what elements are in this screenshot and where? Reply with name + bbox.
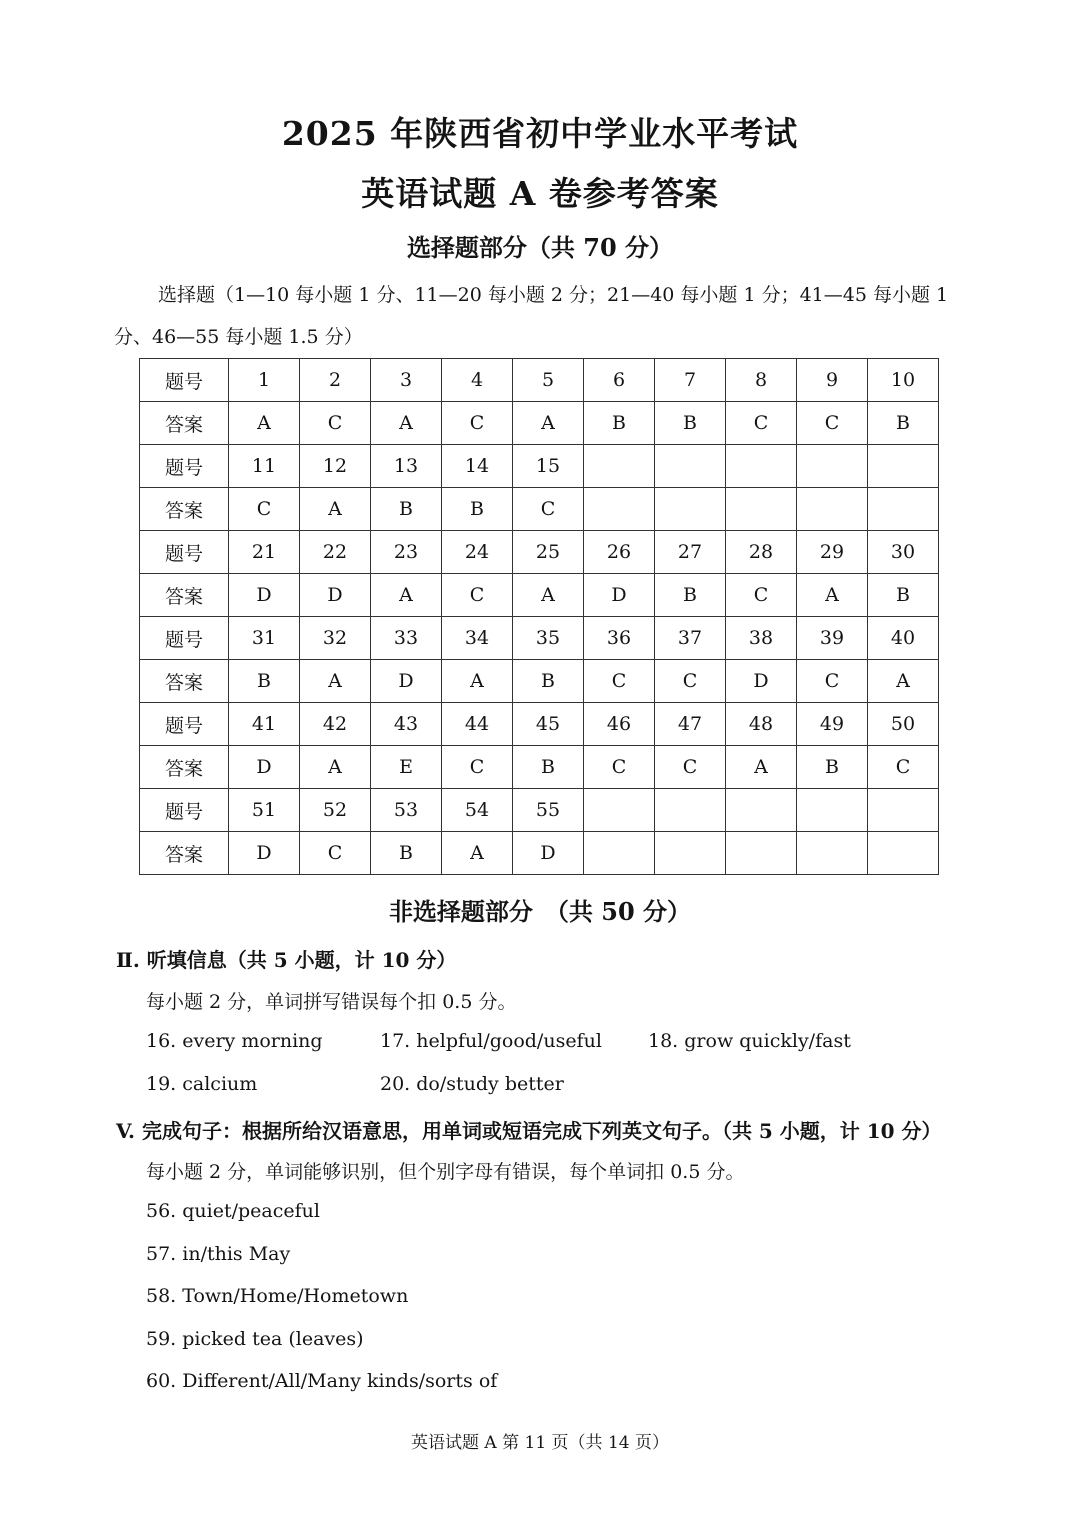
table-cell: D — [300, 574, 371, 617]
table-cell: B — [371, 488, 442, 531]
table-cell: 32 — [300, 617, 371, 660]
table-cell: 15 — [513, 445, 584, 488]
table-cell: D — [726, 660, 797, 703]
table-cell: B — [655, 402, 726, 445]
table-cell — [868, 832, 939, 875]
table-cell — [584, 832, 655, 875]
table-cell: 52 — [300, 789, 371, 832]
table-cell: 47 — [655, 703, 726, 746]
table-row — [140, 402, 939, 445]
table-cell: C — [655, 660, 726, 703]
table-cell: B — [797, 746, 868, 789]
table-cell: 5 — [513, 359, 584, 402]
table-cell: C — [300, 402, 371, 445]
table-row — [140, 746, 939, 789]
table-cell: 40 — [868, 617, 939, 660]
table-cell — [655, 488, 726, 531]
table-cell — [868, 789, 939, 832]
table-cell: D — [229, 746, 300, 789]
table-cell: C — [229, 488, 300, 531]
row-label: 题号 — [140, 531, 229, 574]
table-cell: B — [868, 574, 939, 617]
choice-instruction: 选择题（1—10 每小题 1 分、11—20 每小题 2 分；21—40 每小题 1 分；41—45 每小题 1 分、46—55 每小题 1.5 分） — [114, 284, 949, 348]
table-cell: C — [442, 574, 513, 617]
row-label: 题号 — [140, 617, 229, 660]
table-cell: C — [797, 660, 868, 703]
table-cell — [726, 789, 797, 832]
answer-56: 56. quiet/peaceful — [146, 1200, 320, 1222]
table-cell: 49 — [797, 703, 868, 746]
table-cell: 14 — [442, 445, 513, 488]
table-cell: 12 — [300, 445, 371, 488]
table-row — [140, 531, 939, 574]
answer-table — [139, 358, 939, 875]
page-title: 2025 年陕西省初中学业水平考试 — [281, 114, 799, 153]
table-row — [140, 445, 939, 488]
row-label: 答案 — [140, 832, 229, 875]
table-cell: D — [229, 832, 300, 875]
table-cell: D — [584, 574, 655, 617]
row-label: 答案 — [140, 574, 229, 617]
table-cell: C — [584, 660, 655, 703]
table-cell: C — [726, 574, 797, 617]
table-cell: A — [726, 746, 797, 789]
page-footer: 英语试题 A 第 11 页（共 14 页） — [411, 1433, 669, 1453]
table-row — [140, 703, 939, 746]
table-cell — [797, 445, 868, 488]
row-label: 题号 — [140, 789, 229, 832]
table-cell: D — [229, 574, 300, 617]
table-cell: 55 — [513, 789, 584, 832]
row-label: 题号 — [140, 703, 229, 746]
table-cell: A — [300, 746, 371, 789]
row-label: 答案 — [140, 746, 229, 789]
table-cell: 43 — [371, 703, 442, 746]
table-cell: 29 — [797, 531, 868, 574]
table-cell: C — [726, 402, 797, 445]
row-label: 答案 — [140, 488, 229, 531]
table-cell: B — [442, 488, 513, 531]
table-cell: B — [229, 660, 300, 703]
table-row — [140, 359, 939, 402]
table-cell: C — [442, 402, 513, 445]
table-cell — [797, 488, 868, 531]
table-cell: 33 — [371, 617, 442, 660]
table-cell: B — [513, 660, 584, 703]
table-cell: B — [868, 402, 939, 445]
page-subtitle: 英语试题 A 卷参考答案 — [361, 174, 719, 213]
table-cell: 46 — [584, 703, 655, 746]
table-cell: 25 — [513, 531, 584, 574]
table-cell: 54 — [442, 789, 513, 832]
table-cell: 1 — [229, 359, 300, 402]
table-cell: C — [797, 402, 868, 445]
table-cell: A — [797, 574, 868, 617]
table-cell: 3 — [371, 359, 442, 402]
table-cell: 35 — [513, 617, 584, 660]
table-cell: C — [584, 746, 655, 789]
table-cell: 34 — [442, 617, 513, 660]
table-cell: C — [513, 488, 584, 531]
table-cell: B — [371, 832, 442, 875]
table-cell: E — [371, 746, 442, 789]
table-cell: 48 — [726, 703, 797, 746]
table-cell: D — [513, 832, 584, 875]
table-cell: 53 — [371, 789, 442, 832]
table-cell: 41 — [229, 703, 300, 746]
table-cell — [797, 789, 868, 832]
answer-59: 59. picked tea (leaves) — [146, 1328, 364, 1350]
table-cell — [868, 488, 939, 531]
table-cell — [655, 832, 726, 875]
answer-60: 60. Different/All/Many kinds/sorts of — [146, 1370, 498, 1392]
table-cell: 10 — [868, 359, 939, 402]
table-cell: A — [300, 488, 371, 531]
answer-17: 17. helpful/good/useful — [380, 1030, 602, 1052]
part5-note: 每小题 2 分，单词能够识别，但个别字母有错误，每个单词扣 0.5 分。 — [146, 1161, 745, 1183]
table-cell: B — [513, 746, 584, 789]
table-cell — [655, 789, 726, 832]
table-cell: C — [442, 746, 513, 789]
table-cell: 36 — [584, 617, 655, 660]
table-cell: 22 — [300, 531, 371, 574]
table-cell — [797, 832, 868, 875]
table-cell: 51 — [229, 789, 300, 832]
table-row — [140, 488, 939, 531]
table-cell — [726, 832, 797, 875]
section-heading-choice: 选择题部分（共 70 分） — [406, 233, 674, 262]
table-cell: 24 — [442, 531, 513, 574]
row-label: 题号 — [140, 359, 229, 402]
table-cell — [655, 445, 726, 488]
answer-57: 57. in/this May — [146, 1243, 291, 1265]
table-cell: C — [300, 832, 371, 875]
answer-20: 20. do/study better — [380, 1073, 564, 1095]
table-cell: 7 — [655, 359, 726, 402]
table-cell: A — [513, 574, 584, 617]
answer-18: 18. grow quickly/fast — [648, 1030, 851, 1052]
table-cell — [726, 488, 797, 531]
table-row — [140, 574, 939, 617]
table-cell: A — [442, 660, 513, 703]
table-cell: B — [655, 574, 726, 617]
table-cell: C — [655, 746, 726, 789]
table-cell: 23 — [371, 531, 442, 574]
table-cell: D — [371, 660, 442, 703]
table-cell: 13 — [371, 445, 442, 488]
table-cell: 11 — [229, 445, 300, 488]
table-cell: 6 — [584, 359, 655, 402]
table-cell: 21 — [229, 531, 300, 574]
table-cell: 37 — [655, 617, 726, 660]
table-cell: 27 — [655, 531, 726, 574]
table-cell: 4 — [442, 359, 513, 402]
row-label: 答案 — [140, 660, 229, 703]
table-cell: A — [513, 402, 584, 445]
answer-19: 19. calcium — [146, 1073, 258, 1095]
table-cell: 39 — [797, 617, 868, 660]
table-cell — [584, 488, 655, 531]
table-cell: 38 — [726, 617, 797, 660]
part2-heading: Ⅱ. 听填信息（共 5 小题，计 10 分） — [116, 948, 457, 972]
table-cell: A — [300, 660, 371, 703]
table-cell: A — [371, 402, 442, 445]
table-cell: 2 — [300, 359, 371, 402]
row-label: 答案 — [140, 402, 229, 445]
table-cell — [584, 789, 655, 832]
table-row — [140, 832, 939, 875]
part5-heading: V. 完成句子：根据所给汉语意思，用单词或短语完成下列英文句子。（共 5 小题，计 10 分） — [116, 1119, 942, 1143]
table-cell: C — [868, 746, 939, 789]
section-heading-nonchoice: 非选择题部分 （共 50 分） — [388, 897, 692, 926]
answer-16: 16. every morning — [146, 1030, 323, 1052]
table-cell: A — [229, 402, 300, 445]
table-cell: 44 — [442, 703, 513, 746]
table-cell: A — [442, 832, 513, 875]
table-cell: 8 — [726, 359, 797, 402]
answer-58: 58. Town/Home/Hometown — [146, 1285, 409, 1307]
row-label: 题号 — [140, 445, 229, 488]
table-row — [140, 789, 939, 832]
table-cell: 42 — [300, 703, 371, 746]
table-cell: A — [371, 574, 442, 617]
table-cell — [584, 445, 655, 488]
table-cell: A — [868, 660, 939, 703]
table-cell — [868, 445, 939, 488]
table-cell: 31 — [229, 617, 300, 660]
table-cell: B — [584, 402, 655, 445]
part2-note: 每小题 2 分，单词拼写错误每个扣 0.5 分。 — [146, 991, 517, 1013]
table-cell: 26 — [584, 531, 655, 574]
table-row — [140, 617, 939, 660]
table-cell: 30 — [868, 531, 939, 574]
table-cell: 9 — [797, 359, 868, 402]
table-cell: 50 — [868, 703, 939, 746]
table-cell — [726, 445, 797, 488]
table-cell: 45 — [513, 703, 584, 746]
table-cell: 28 — [726, 531, 797, 574]
table-row — [140, 660, 939, 703]
